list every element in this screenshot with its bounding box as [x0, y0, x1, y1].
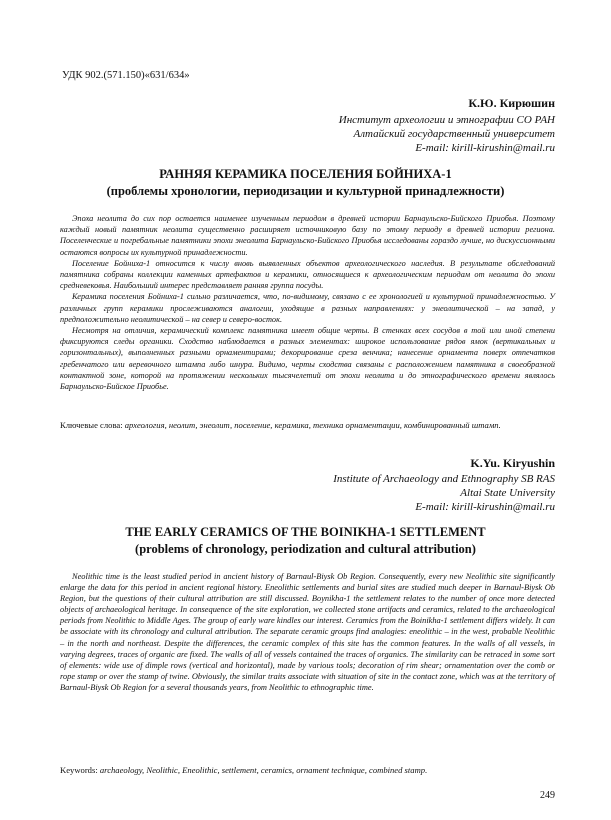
- keywords-label: Keywords:: [60, 765, 98, 775]
- author-name-en: K.Yu. Kiryushin: [470, 456, 555, 470]
- title-main-ru: РАННЯЯ КЕРАМИКА ПОСЕЛЕНИЯ БОЙНИХА-1: [159, 167, 452, 181]
- title-main-en: THE EARLY CERAMICS OF THE BOINIKHA-1 SETTLEMENT: [125, 525, 486, 539]
- title-sub-en: (problems of chronology, periodization and cultural attribution): [135, 542, 476, 556]
- abstract-paragraph: Поселение Бойниха-1 относится к числу вновь выявленных объектов археологического наследия. В результате обследований памятника собраны коллекции каменных артефактов и керамики, относящиеся к археологическим периодам от неолита до эпохи средневековья. Наибольший интерес представляет ранняя группа посуды.: [60, 258, 555, 291]
- affiliation-line: Алтайский государственный университет: [353, 128, 555, 140]
- page-number: 249: [540, 790, 555, 801]
- abstract-en: [60, 571, 555, 693]
- affiliation-line: Altai State University: [460, 487, 555, 499]
- abstract-paragraph: Керамика поселения Бойниха-1 сильно различается, что, по-видимому, связано с ее хронологией и культурной принадлежностью. У различных групп керамики прослеживаются аналогии, уходящие в разных направлениях: у энеолитической – на запад, у предположительно неолитической – на север и северо-восток.: [60, 292, 555, 324]
- affiliation-en: [333, 472, 555, 514]
- udc-code: УДК 902.(571.150)«631/634»: [62, 70, 190, 81]
- title-sub-ru: (проблемы хронологии, периодизации и культурной принадлежности): [106, 184, 505, 198]
- keywords-label: Ключевые слова:: [60, 420, 123, 430]
- affiliation-ru: [339, 113, 555, 155]
- author-name-ru: К.Ю. Кирюшин: [468, 96, 555, 110]
- abstract-paragraph: Эпоха неолита до сих пор остается наименее изученным периодом в древней истории Барнаульско-Бийского Приобья. Поэтому каждый новый памятник неолита существенно расширяет источниковую базу по этому периоду в древней истории региона. Поселенческие и погребальные памятники эпохи энеолита Барнаульско-Бийского Приобья исследованы гораздо лучше, но дискуссионными остаются вопросы их культурной принадлежности.: [60, 214, 555, 257]
- abstract-ru: [60, 213, 555, 392]
- article-title-en: [40, 524, 571, 558]
- keywords-text: археология, неолит, энеолит, поселение, керамика, техника орнаментации, комбинированный штамп.: [124, 420, 501, 430]
- keywords-ru: [60, 420, 555, 431]
- abstract-paragraph: Несмотря на отличия, керамический комплекс памятника имеет общие черты. В стенках всех сосудов в той или иной степени фиксируются следы органики. Сходство наблюдается в разных элементах: широкое использование рядов ямок (вертикальных и горизонтальных), выполненных разными орнаментирами; декорирование среза венчика; нанесение орнамента поверх отпечатков гребенчатого или веревочного штампа либо шнура. Видимо, черты сходства связаны с расположением памятника в своеобразной контактной зоне, которой на протяжении нескольких тысячелетий от эпохи неолита и до этнографического времени являлось Барнаульско-Бийское Приобье.: [60, 326, 555, 392]
- email-line: E-mail: kirill-kirushin@mail.ru: [415, 501, 555, 513]
- keywords-en: [60, 765, 555, 776]
- affiliation-line: Institute of Archaeology and Ethnography SB RAS: [333, 473, 555, 485]
- keywords-text: archaeology, Neolithic, Eneolithic, settlement, ceramics, ornament technique, combined stamp.: [99, 765, 428, 775]
- email-line: E-mail: kirill-kirushin@mail.ru: [415, 142, 555, 154]
- affiliation-line: Институт археологии и этнографии СО РАН: [338, 114, 555, 126]
- abstract-paragraph: Neolithic time is the least studied period in ancient history of Barnaul-Biysk Ob Region. Consequently, every new Neolithic site significantly enlarge the data for this period in ancient regional history. Eneolithic settlements and burial sites are studied much deeper in Barnaul-Biysk Ob Region, but the questions of their cultural attribution are still discussed. Boynikha-1 the settlement relates to the number of once more detected objects of archaeological heritage. In consequence of the site exploration, we collected stone artifacts and ceramics, related to the archaeological periods from Neolithic to Middle Ages. The group of early ware kindles our interest. Ceramics from the Boinikha-1 settlement differs widely. It can be associate with its chronology and cultural attribution. The separate ceramic groups find analogies: eneolithic – in the west, probable Neolithic – in the north and northeast. Despite the differences, the ceramic complex of this site has the common features. In the walls of all vessels, in varying degrees, traces of organic are fixed. The walls of all of vessels contained the traces of organics. The similarity can be retraced in some sort of elements: wide use of dimple rows (vertical and horizontal), made by various tools; decoration of rim shear; ornamentation over the comb or rope stamp or over the stamp of twine. Obviously, the similar traits associate with situation of site in the contact zone, which was at the territory of Barnaul-Biysk Ob Region for a several thousands years, from Neolithic to ethnographic time.: [60, 572, 555, 692]
- article-title-ru: [40, 166, 571, 200]
